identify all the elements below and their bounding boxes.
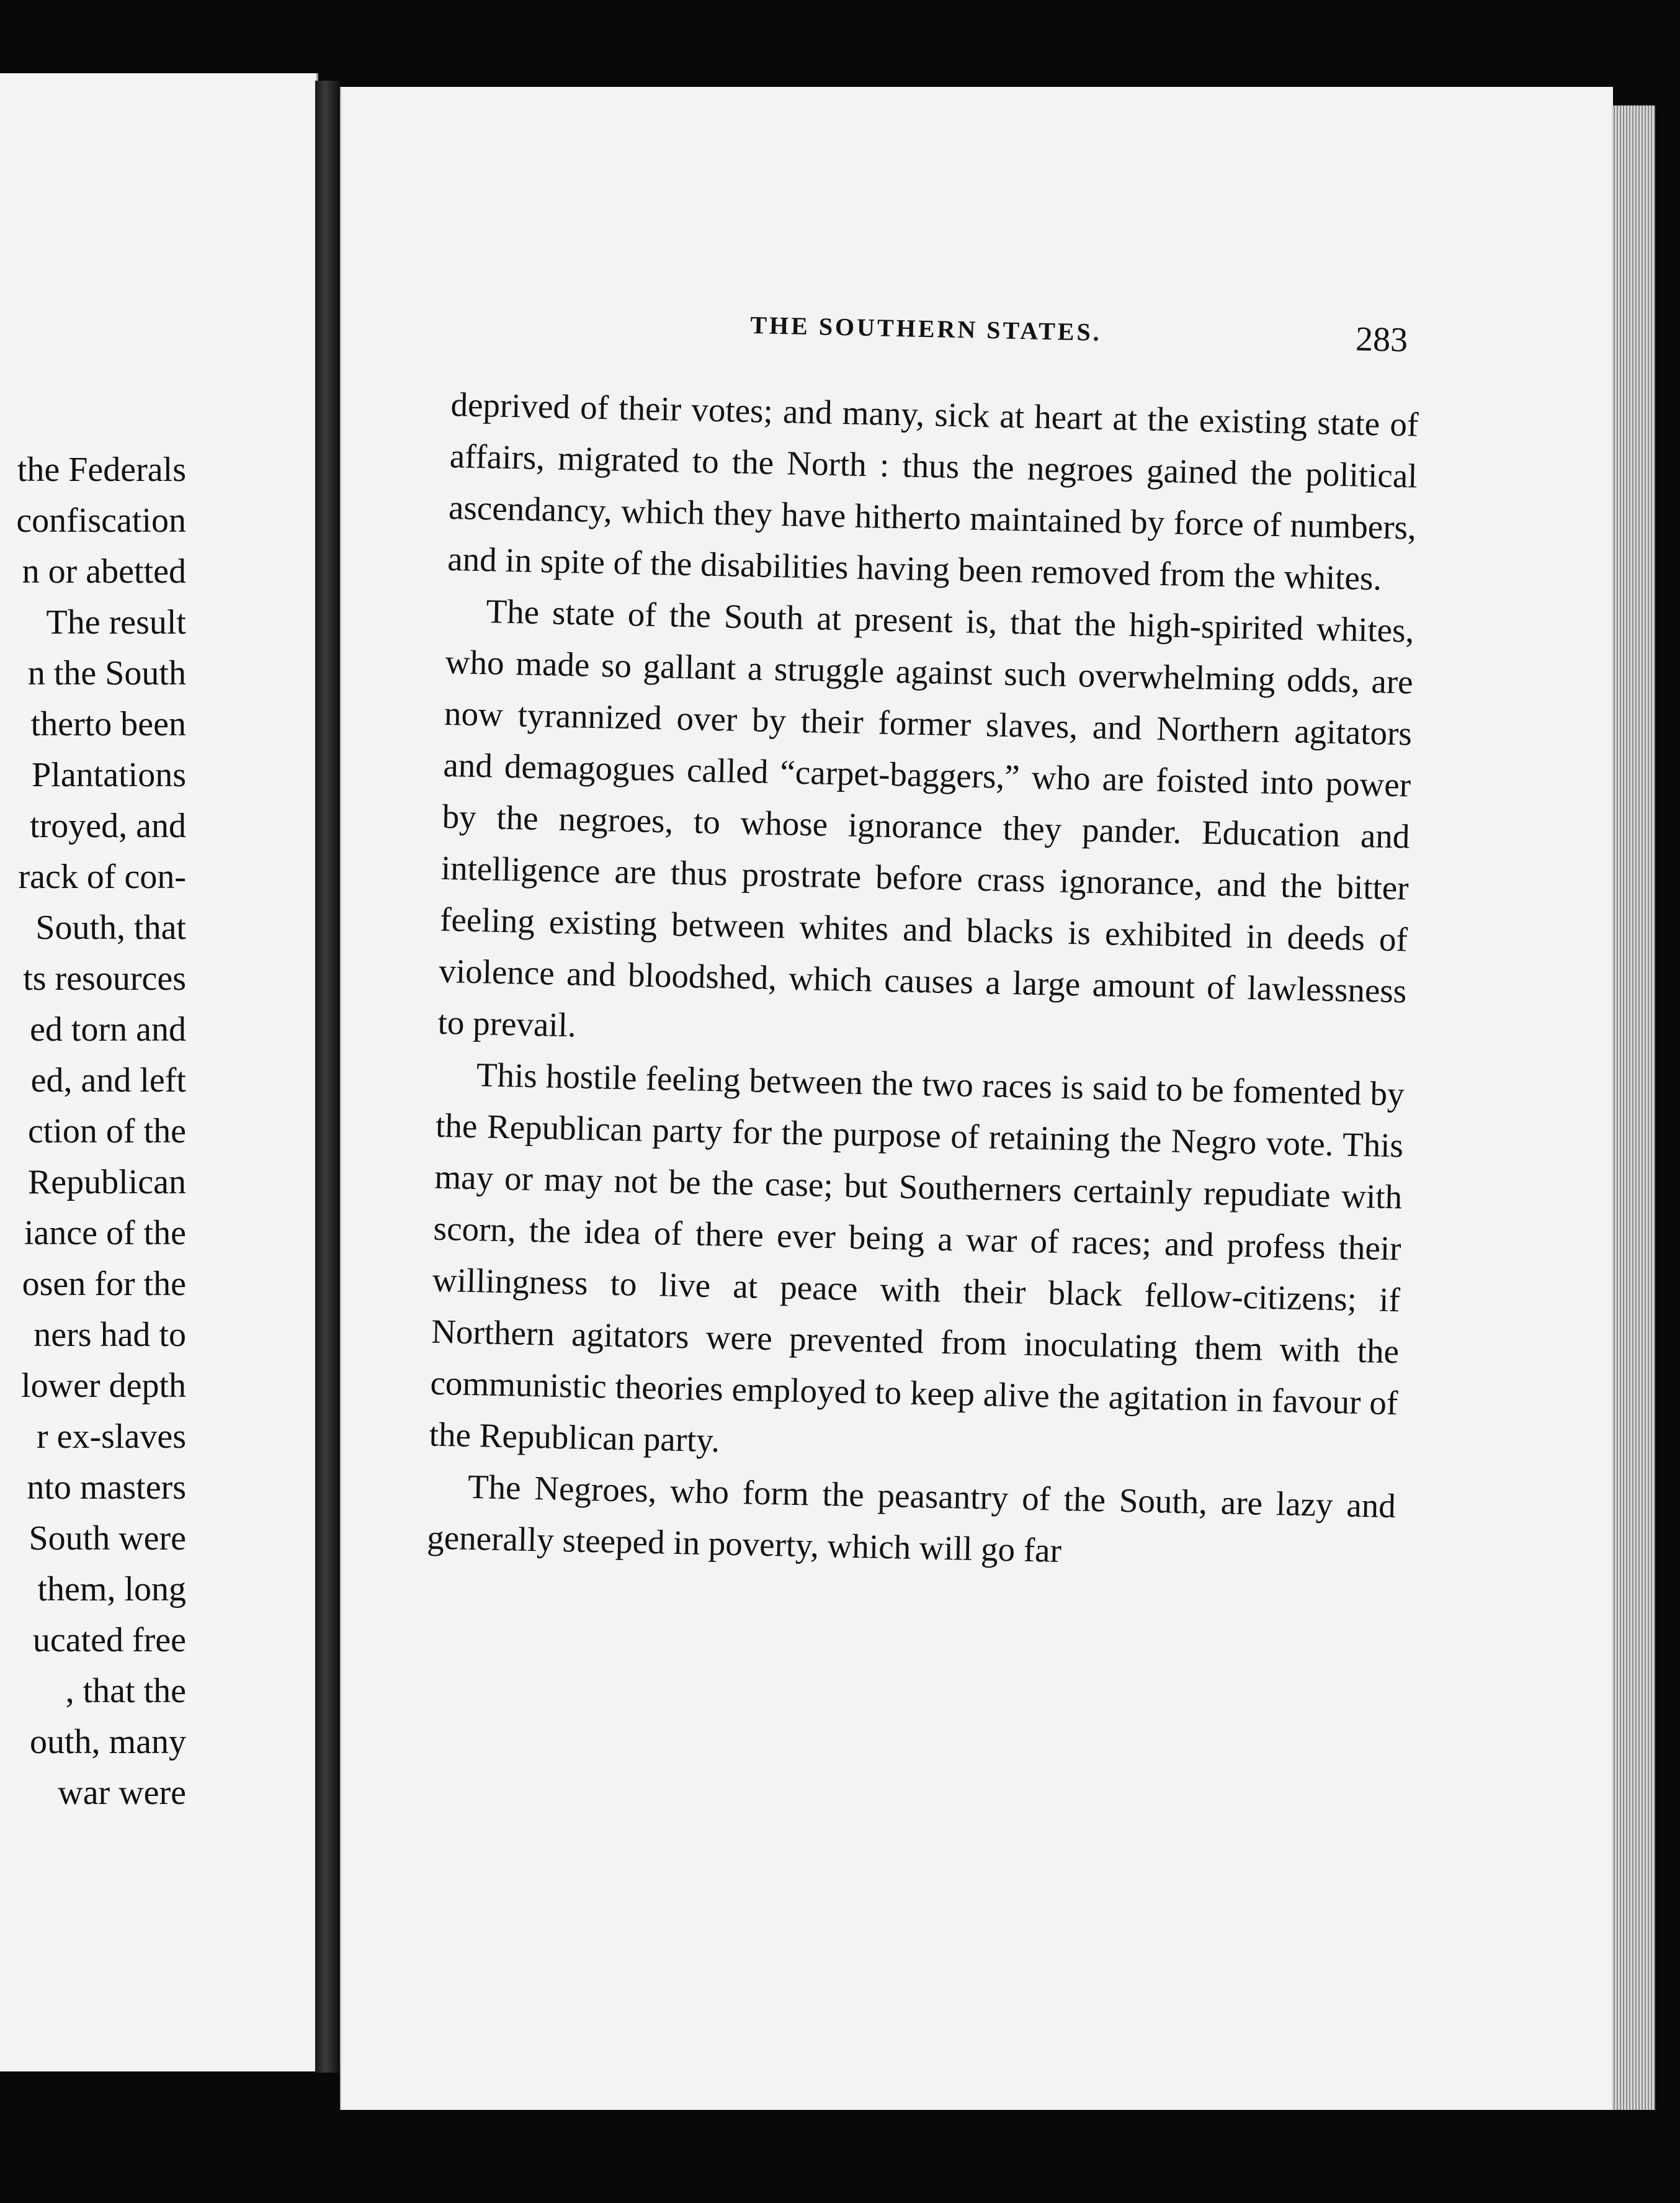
left-line: ucated free bbox=[32, 1621, 186, 1659]
left-line: the Federals bbox=[17, 451, 186, 489]
left-line: South were bbox=[29, 1519, 186, 1558]
paragraph: This hostile feeling between the two races is said to be fomented by the Republican party for the purpose of retaining the Negro vote. This may or may not be the case; but Southerners certainly repudiate with scorn, the idea of there ever being a war of races; and profess their willingness to live at peace with their black fellow-citizens; if Northern agitators were prevented from inoculating them with the communistic theories employed to keep alive the agitation in favour of the Republican party. bbox=[429, 1056, 1405, 1460]
left-line: outh, many bbox=[30, 1723, 186, 1761]
left-page-text bbox=[0, 444, 186, 1818]
left-page bbox=[0, 73, 318, 2071]
left-line: South, that bbox=[35, 909, 186, 947]
page-edges bbox=[1612, 105, 1655, 2110]
left-line: , that the bbox=[65, 1672, 186, 1710]
paragraph: deprived of their votes; and many, sick at heart at the existing state of affairs, migrated to the North : thus the negroes gained the political ascendancy, which they have hitherto maintained by force of numbers, and in spite of the disabilities having been removed from the whites. bbox=[447, 385, 1419, 598]
left-line: ners had to bbox=[34, 1316, 186, 1354]
left-line: Plantations bbox=[32, 756, 186, 794]
left-line: war were bbox=[58, 1774, 186, 1812]
left-line: n or abetted bbox=[22, 552, 186, 591]
left-line: ed torn and bbox=[30, 1010, 186, 1049]
left-line: lower depth bbox=[21, 1366, 186, 1405]
left-line: ed, and left bbox=[30, 1061, 186, 1100]
left-line: confiscation bbox=[16, 501, 186, 540]
left-line: troyed, and bbox=[30, 807, 186, 845]
paragraph: The Negroes, who form the peasantry of the South, are lazy and generally steeped in poverty, which will go far bbox=[426, 1467, 1396, 1569]
left-line: ts resources bbox=[23, 959, 186, 998]
left-line: therto been bbox=[30, 705, 186, 743]
left-line: rack of con- bbox=[18, 858, 186, 896]
running-title: THE SOUTHERN STATES. bbox=[749, 311, 1102, 346]
book-gutter bbox=[315, 81, 340, 2073]
left-line: osen for the bbox=[22, 1265, 186, 1303]
left-line: ction of the bbox=[27, 1112, 186, 1151]
left-line: nto masters bbox=[27, 1468, 186, 1507]
page-text-block bbox=[427, 304, 1421, 1583]
left-line: Republican bbox=[27, 1163, 186, 1201]
paragraph: The state of the South at present is, that the high-spirited whites, who made so gallant a struggle against such overwhelming odds, are now tyrannized over by their former slaves, and Northern agitators and demagogues called “carpet-baggers,” who are foisted into power by the negroes, to whose ignorance they pander. Education and intelligence are thus prostrate before crass ignorance, and the bitter feeling existing between whites and blacks is exhibited in deeds of violence and bloodshed, which causes a large amount of lawlessness to prevail. bbox=[437, 592, 1414, 1044]
left-line: iance of the bbox=[24, 1214, 186, 1252]
left-line: n the South bbox=[27, 654, 186, 693]
left-line: r ex-slaves bbox=[36, 1417, 186, 1456]
left-line: them, long bbox=[37, 1570, 186, 1609]
right-page bbox=[340, 87, 1613, 2110]
page-number: 283 bbox=[1355, 320, 1408, 360]
left-line: The result bbox=[46, 603, 186, 642]
